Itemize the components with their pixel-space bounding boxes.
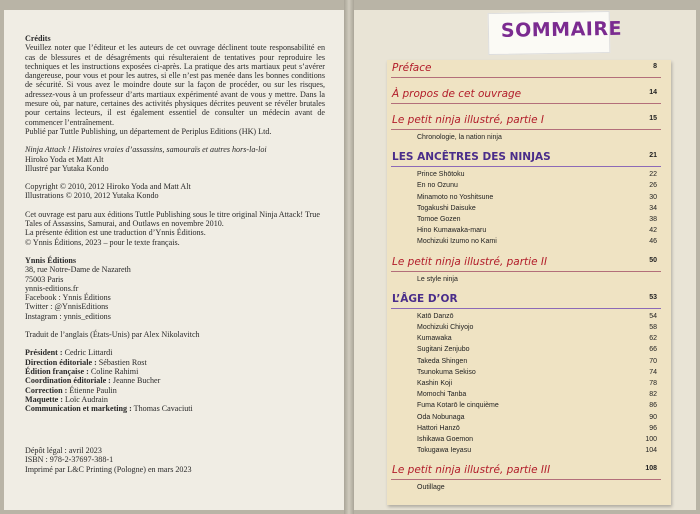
toc-page-number: 90 — [649, 413, 657, 421]
staff-entry — [25, 348, 325, 357]
toc-page-number: 70 — [649, 357, 657, 365]
toc-entry[interactable] — [387, 132, 671, 146]
illustrator: Illustré par Yutaka Kondo — [25, 163, 109, 173]
toc-entry[interactable] — [387, 482, 671, 496]
toc-page-number: 100 — [645, 436, 657, 443]
toc-entry[interactable] — [387, 445, 671, 459]
colophon — [25, 34, 325, 413]
left-page — [4, 10, 345, 510]
legal-deposit: Dépôt légal : avril 2023 — [25, 446, 102, 455]
toc-page-number: 86 — [649, 402, 657, 410]
toc-divider — [391, 103, 661, 104]
staff-role: Direction éditoriale : — [25, 357, 97, 367]
toc-label: Prince Shōtoku — [417, 171, 465, 179]
toc-section[interactable] — [387, 62, 671, 76]
toc-entry[interactable] — [387, 236, 671, 250]
staff-name: Thomas Cavaciuti — [131, 404, 193, 414]
toc-label: Hino Kumawaka-maru — [417, 227, 487, 235]
toc-label: LES ANCÊTRES DES NINJAS — [392, 151, 551, 164]
toc-page-number: 15 — [649, 115, 657, 122]
staff-role: Correction : — [25, 385, 68, 395]
published-by: Publié par Tuttle Publishing, un département de Periplus Editions (HK) Ltd. — [25, 126, 272, 136]
toc-page-number: 66 — [649, 346, 657, 354]
toc-label: Togakushi Daisuke — [417, 204, 476, 212]
toc-entry[interactable] — [387, 274, 671, 288]
copyright-french: © Ynnis Éditions, 2023 – pour le texte français. — [25, 237, 180, 247]
toc-section[interactable] — [387, 256, 671, 270]
address-street: 38, rue Notre-Dame de Nazareth — [25, 265, 131, 275]
toc-label: Kashin Koji — [417, 380, 453, 387]
translation-note: La présente édition est une traduction d’Ynnis Éditions. — [25, 228, 206, 238]
toc-divider — [391, 271, 661, 272]
toc-label: Ishikawa Goemon — [417, 436, 474, 443]
credits-text: Veuillez noter que l’éditeur et les auteurs de cet ouvrage déclinent toute responsabilité en cas de blessures et de désagréments qui résulteraient de tentatives pour reproduire les techniques et les instructions exposées ci-après. La pratique des arts martiaux peut s’avérer dangereuse, pour vous et pour les autres, si elle n’est pas menée dans les bonnes conditions de sécurité. Si vous avez le moindre doute sur la façon de procéder, ou sur les risques, adressez-vous à un professeur d’arts martiaux expérimenté avant de vous y mettre. Dans la mesure où, par nature, certaines des activités physiques décrites peuvent se révéler brutales pour certains lecteurs, il est également essentiel de consulter un médecin avant de commencer l’entraînement. — [25, 43, 325, 127]
toc-page-number: 53 — [649, 293, 657, 301]
staff-entry — [25, 358, 325, 367]
toc-label: Fuma Kotarō le cinquième — [417, 402, 499, 410]
toc-label: Préface — [392, 62, 432, 74]
toc-label: En no Ozunu — [417, 182, 458, 190]
publisher-name: Ynnis Éditions — [25, 255, 77, 265]
toc-paper — [387, 60, 671, 505]
toc-label: Le petit ninja illustré, partie II — [392, 255, 548, 268]
address-city: 75003 Paris — [25, 274, 64, 284]
staff-role: Coordination éditoriale : — [25, 376, 111, 386]
staff-name: Étienne Paulin — [67, 385, 117, 395]
toc-page-number: 42 — [649, 227, 657, 235]
toc-label: Mochizuki Izumo no Kami — [417, 238, 497, 246]
legal-info — [25, 446, 325, 474]
book-gutter — [344, 0, 354, 514]
staff-role: Édition française : — [25, 366, 89, 376]
toc-divider — [391, 77, 661, 78]
toc-page-number: 34 — [649, 204, 657, 212]
toc-section[interactable] — [387, 464, 671, 478]
toc-page-number: 30 — [649, 193, 657, 201]
toc-label: Momochi Tanba — [417, 391, 467, 399]
staff-entry — [25, 386, 325, 395]
translator: Traduit de l’anglais (États-Unis) par Alex Nikolavitch — [25, 330, 200, 340]
toc-page-number: 50 — [649, 256, 657, 264]
toc-label: Tomoe Gozen — [417, 216, 461, 223]
toc-page-number: 46 — [649, 238, 657, 246]
instagram-handle: Instagram : ynnis_editions — [25, 311, 111, 321]
toc-label: Le petit ninja illustré, partie III — [392, 464, 551, 477]
toc-divider — [391, 479, 661, 480]
toc-label: Le petit ninja illustré, partie I — [392, 114, 544, 126]
toc-page-number: 74 — [649, 368, 657, 376]
original-publication: Cet ouvrage est paru aux éditions Tuttle Publishing sous le titre original Ninja Attack! True Tales of Assassins, Samurai, and Outlaws en novembre 2010. — [25, 209, 320, 229]
toc-label: Kumawaka — [417, 335, 452, 343]
page-title: SOMMAIRE — [500, 17, 623, 42]
book-title: Ninja Attack ! Histoires vraies d’assassins, samouraïs et autres hors-la-loi — [25, 145, 267, 155]
toc-page-number: 21 — [649, 152, 657, 160]
copyright-illustrations: Illustrations © 2010, 2012 Yutaka Kondo — [25, 191, 159, 201]
toc-page-number: 22 — [649, 171, 657, 179]
toc-label: Katō Danzō — [417, 312, 454, 320]
staff-name: Jeanne Bucher — [110, 376, 161, 386]
twitter-handle: Twitter : @YnnisEditions — [25, 302, 109, 312]
toc-label: Minamoto no Yoshitsune — [417, 193, 494, 201]
isbn: ISBN : 978-2-37697-388-1 — [25, 455, 114, 465]
staff-name: Loïc Audrain — [62, 394, 108, 404]
toc-page-number: 8 — [653, 63, 657, 70]
toc-label: Chronologie, la nation ninja — [417, 134, 502, 141]
facebook-handle: Facebook : Ynnis Éditions — [25, 293, 111, 303]
website-link[interactable]: ynnis-editions.fr — [25, 283, 79, 293]
toc-divider — [391, 129, 661, 130]
staff-list — [25, 348, 325, 413]
authors: Hiroko Yoda et Matt Alt — [25, 154, 104, 164]
toc-page-number: 26 — [649, 182, 657, 190]
toc-page-number: 54 — [649, 312, 657, 320]
staff-name: Sébastien Rost — [96, 357, 147, 367]
staff-entry — [25, 395, 325, 404]
staff-name: Coline Rahimi — [88, 366, 139, 376]
table-of-contents — [387, 60, 671, 505]
toc-divider — [391, 308, 661, 309]
staff-name: Cedric Littardi — [62, 348, 113, 358]
toc-section[interactable] — [387, 293, 671, 307]
staff-entry — [25, 404, 325, 413]
toc-page-number: 38 — [649, 216, 657, 223]
toc-label: Oda Nobunaga — [417, 413, 465, 421]
toc-label: Mochizuki Chiyojo — [417, 324, 474, 331]
copyright-authors: Copyright © 2010, 2012 Hiroko Yoda and Matt Alt — [25, 182, 191, 192]
toc-page-number: 78 — [649, 380, 657, 387]
toc-page-number: 108 — [645, 465, 657, 473]
toc-divider — [391, 166, 661, 167]
toc-label: Hattori Hanzō — [417, 424, 460, 432]
toc-page-number: 62 — [649, 335, 657, 343]
toc-label: L’ÂGE D’OR — [392, 292, 458, 305]
staff-role: Président : — [25, 348, 63, 358]
staff-entry — [25, 376, 325, 385]
toc-page-number: 14 — [649, 89, 657, 96]
toc-label: Le style ninja — [417, 275, 458, 283]
staff-role: Communication et marketing : — [25, 404, 132, 414]
toc-section[interactable] — [387, 114, 671, 128]
toc-label: À propos de cet ouvrage — [392, 88, 522, 100]
toc-page-number: 104 — [645, 447, 657, 455]
toc-page-number: 82 — [649, 391, 657, 399]
toc-section[interactable] — [387, 88, 671, 102]
printer: Imprimé par L&C Printing (Pologne) en mars 2023 — [25, 464, 192, 474]
staff-entry — [25, 367, 325, 376]
toc-label: Tsunokuma Sekiso — [417, 368, 476, 376]
toc-page-number: 96 — [649, 424, 657, 432]
toc-section[interactable] — [387, 151, 671, 165]
toc-label: Sugitani Zenjubo — [417, 346, 470, 354]
toc-label: Takeda Shingen — [417, 357, 468, 365]
toc-label: Tokugawa Ieyasu — [417, 447, 472, 455]
staff-role: Maquette : — [25, 394, 63, 404]
toc-page-number: 58 — [649, 324, 657, 331]
credits-heading: Crédits — [25, 34, 51, 43]
toc-label: Outillage — [417, 484, 445, 492]
sommaire-title-tag — [488, 11, 623, 55]
